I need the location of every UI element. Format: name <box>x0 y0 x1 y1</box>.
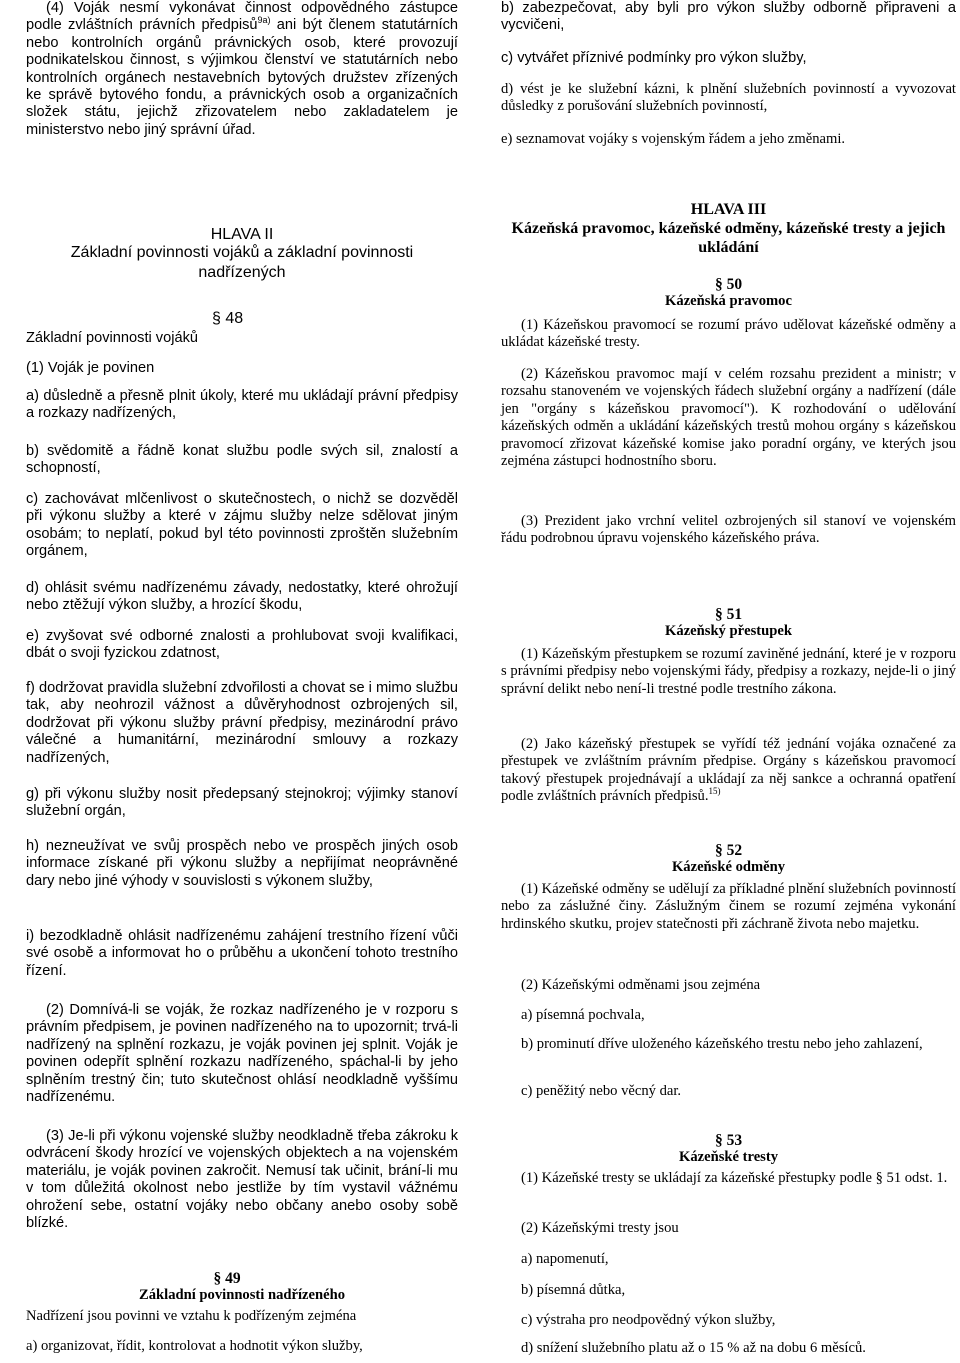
chapter-subtitle: Kázeňská pravomoc, kázeňské odměny, kázeňské tresty a jejich ukládání <box>511 220 946 256</box>
section-53-heading <box>501 1132 956 1167</box>
paragraph-4-intro <box>26 0 458 139</box>
list-item: d) vést je ke služební kázni, k plnění služebních povinností a vyvozovat důsledky z porušování služebních povinností, <box>501 81 956 115</box>
chapter-title: HLAVA II <box>210 226 274 243</box>
paragraph: (1) Kázeňským přestupkem se rozumí zaviněné jednání, které je v rozporu s právními předpisy nebo vojenskými řády, předpisy a rozkazy, nejde-li o jiný správní delikt nebo není-li trestné podle trestního zákona. <box>501 646 956 697</box>
text: (4) Voják nesmí vykonávat činnost odpovědného zástupce podle zvláštních právních předpisů <box>26 0 458 34</box>
chapter-subtitle: Základní povinnosti vojáků a základní povinnosti nadřízených <box>70 244 414 282</box>
text: ani být členem statutárních nebo kontrolních orgánů právnických osob, které provozují podnikatelskou činnost, s výjimkou členství ve statutárních nebo kontrolních orgánech nestavebních bytových družstev zřízených ke správě bytového fondu, a právnických osob a organizačních složek státu, jejichž zřizovatelem nebo zakladatelem je ministerstvo nebo jiný správní úřad. <box>26 17 458 138</box>
section-52-heading <box>501 842 956 877</box>
section-title: Základní povinnosti vojáků <box>26 330 198 346</box>
section-title: Základní povinnosti nadřízeného <box>139 1287 345 1304</box>
paragraph: (1) Kázeňskou pravomocí se rozumí právo udělovat kázeňské odměny a ukládat kázeňské tresty. <box>501 317 956 351</box>
footnote-ref: 9a) <box>257 15 271 26</box>
section-49-heading <box>26 1270 458 1305</box>
list-item: d) ohlásit svému nadřízenému závady, nedostatky, které ohrožují nebo ztěžují výkon služby, a hrozící škodu, <box>26 580 458 614</box>
section-title: Kázeňské odměny <box>671 859 786 876</box>
list-item: c) výstraha pro neodpovědný výkon služby, <box>521 1312 776 1328</box>
list-item: g) při výkonu služby nosit předepsaný stejnokroj; výjimky stanoví služební orgán, <box>26 786 458 820</box>
list-item: f) dodržovat pravidla služební zdvořilosti a chovat se i mimo službu tak, aby neohrozil vážnost a důvěryhodnost ozbrojených sil, dodržovat při výkonu služby právní předpisy, mezinárodní právo válečné a humanitární, mezinárodní smlouvy a rozkazy nadřízených, <box>26 680 458 766</box>
paragraph <box>501 736 956 806</box>
chapter-heading-3 <box>501 200 956 257</box>
paragraph: (2) Domnívá-li se voják, že rozkaz nadřízeného je v rozporu s právním předpisem, je povinen nadřízeného na to upozornit; trvá-li nadřízený na splnění rozkazu, je voják povinen jej splnit. Voják je povinen odepřít splnění rozkazu nadřízeného, spáchal-li by jeho splněním trestný čin; tuto skutečnost ohlásí neodkladně vyššímu nadřízenému. <box>26 1002 458 1106</box>
paragraph: (3) Prezident jako vrchní velitel ozbrojených sil stanoví ve vojenském řádu podrobnou úpravu vojenského kázeňského práva. <box>501 513 956 547</box>
section-50-heading <box>501 276 956 311</box>
paragraph: (1) Voják je povinen <box>26 360 155 376</box>
section-title: Kázeňský přestupek <box>665 623 792 640</box>
list-item: a) písemná pochvala, <box>521 1007 645 1023</box>
list-item: b) prominutí dříve uloženého kázeňského trestu nebo jeho zahlazení, <box>521 1036 923 1052</box>
section-number: § 48 <box>212 310 244 327</box>
section-number: § 52 <box>714 842 743 859</box>
paragraph: Nadřízení jsou povinni ve vztahu k podřízeným zejména <box>26 1308 357 1324</box>
paragraph: (2) Kázeňskou pravomoc mají v celém rozsahu prezident a ministr; v rozsahu stanoveném ve vojenských řádech služební orgány a nadřízení (dále jen "orgány s kázeňskou pravomocí"). K rozhodování o udělování kázeňských odměn a ukládání kázeňských trestů mohou orgány s kázeňskou pravomocí zřizovat kázeňské komise jako poradní orgány, ve kterých jsou zejména zástupci hodnostního sboru. <box>501 366 956 470</box>
list-item: b) zabezpečovat, aby byli pro výkon služby odborně připraveni a vycvičeni, <box>501 0 956 34</box>
list-item: a) důsledně a přesně plnit úkoly, které mu ukládají právní předpisy a rozkazy nadřízených, <box>26 388 458 422</box>
list-item: c) zachovávat mlčenlivost o skutečnostech, o nichž se dozvěděl při výkonu služby a které v zájmu služby nelze sdělovat jiným osobám; to neplatí, pokud byl této povinnosti zproštěn služebním orgánem, <box>26 491 458 560</box>
footnote-ref: 15) <box>708 786 721 797</box>
chapter-title: HLAVA III <box>690 201 767 218</box>
list-item: b) písemná důtka, <box>521 1282 626 1298</box>
chapter-heading-2 <box>26 226 458 283</box>
paragraph: (2) Kázeňskými tresty jsou <box>521 1220 679 1236</box>
list-item: a) organizovat, řídit, kontrolovat a hodnotit výkon služby, <box>26 1338 363 1354</box>
section-number: § 49 <box>213 1270 241 1287</box>
section-number: § 53 <box>714 1132 743 1149</box>
list-item: e) seznamovat vojáky s vojenským řádem a jeho změnami. <box>501 131 846 147</box>
list-item: c) peněžitý nebo věcný dar. <box>521 1083 682 1099</box>
list-item: a) napomenutí, <box>521 1251 609 1267</box>
section-title: Kázeňské tresty <box>678 1149 779 1166</box>
list-item: d) snížení služebního platu až o 15 % až na dobu 6 měsíců. <box>521 1340 866 1356</box>
paragraph: (1) Kázeňské odměny se udělují za příkladné plnění služebních povinností nebo za záslužné činy. Záslužným činem se rozumí zejména vykonání hrdinského skutku, projev statečnosti při záchraně života nebo majetku. <box>501 881 956 932</box>
section-number: § 50 <box>714 276 743 293</box>
list-item: e) zvyšovat své odborné znalosti a prohlubovat svoji kvalifikaci, dbát o svoji fyzickou zdatnost, <box>26 628 458 662</box>
paragraph: (2) Kázeňskými odměnami jsou zejména <box>521 977 761 993</box>
list-item: c) vytvářet příznivé podmínky pro výkon služby, <box>501 50 807 66</box>
section-51-heading <box>501 606 956 641</box>
section-title: Kázeňská pravomoc <box>665 293 792 310</box>
paragraph: (1) Kázeňské tresty se ukládají za kázeňské přestupky podle § 51 odst. 1. <box>521 1170 948 1186</box>
list-item: b) svědomitě a řádně konat službu podle svých sil, znalostí a schopností, <box>26 443 458 477</box>
paragraph: (3) Je-li při výkonu vojenské služby neodkladně třeba zákroku k odvrácení škody hrozící ve vojenských objektech a na vojenském materiálu, je voják povinen zakročit. Nemusí tak učinit, brání-li mu v tom důležitá okolnost nebo jestliže by tím vystavil vážnému ohrožení sebe, ostatní vojáky nebo občany anebo osoby sobě blízké. <box>26 1128 458 1232</box>
text: (2) Jako kázeňský přestupek se vyřídí též jednání vojáka označené za přestupek ve zvláštním právním předpise. Orgány s kázeňskou pravomocí takový přestupek projednávají a ukládají za něj sankce a ochranná opatření podle zvláštních právních předpisů. <box>501 736 956 805</box>
section-number: § 51 <box>714 606 743 623</box>
list-item: i) bezodkladně ohlásit nadřízenému zahájení trestního řízení vůči své osobě a informovat ho o průběhu a ukončení tohoto trestního řízení. <box>26 928 458 979</box>
list-item: h) nezneužívat ve svůj prospěch nebo ve prospěch jiných osob informace získané při výkonu služby a nepřijímat neoprávněné dary nebo jiné výhody v souvislosti s výkonem služby, <box>26 838 458 889</box>
